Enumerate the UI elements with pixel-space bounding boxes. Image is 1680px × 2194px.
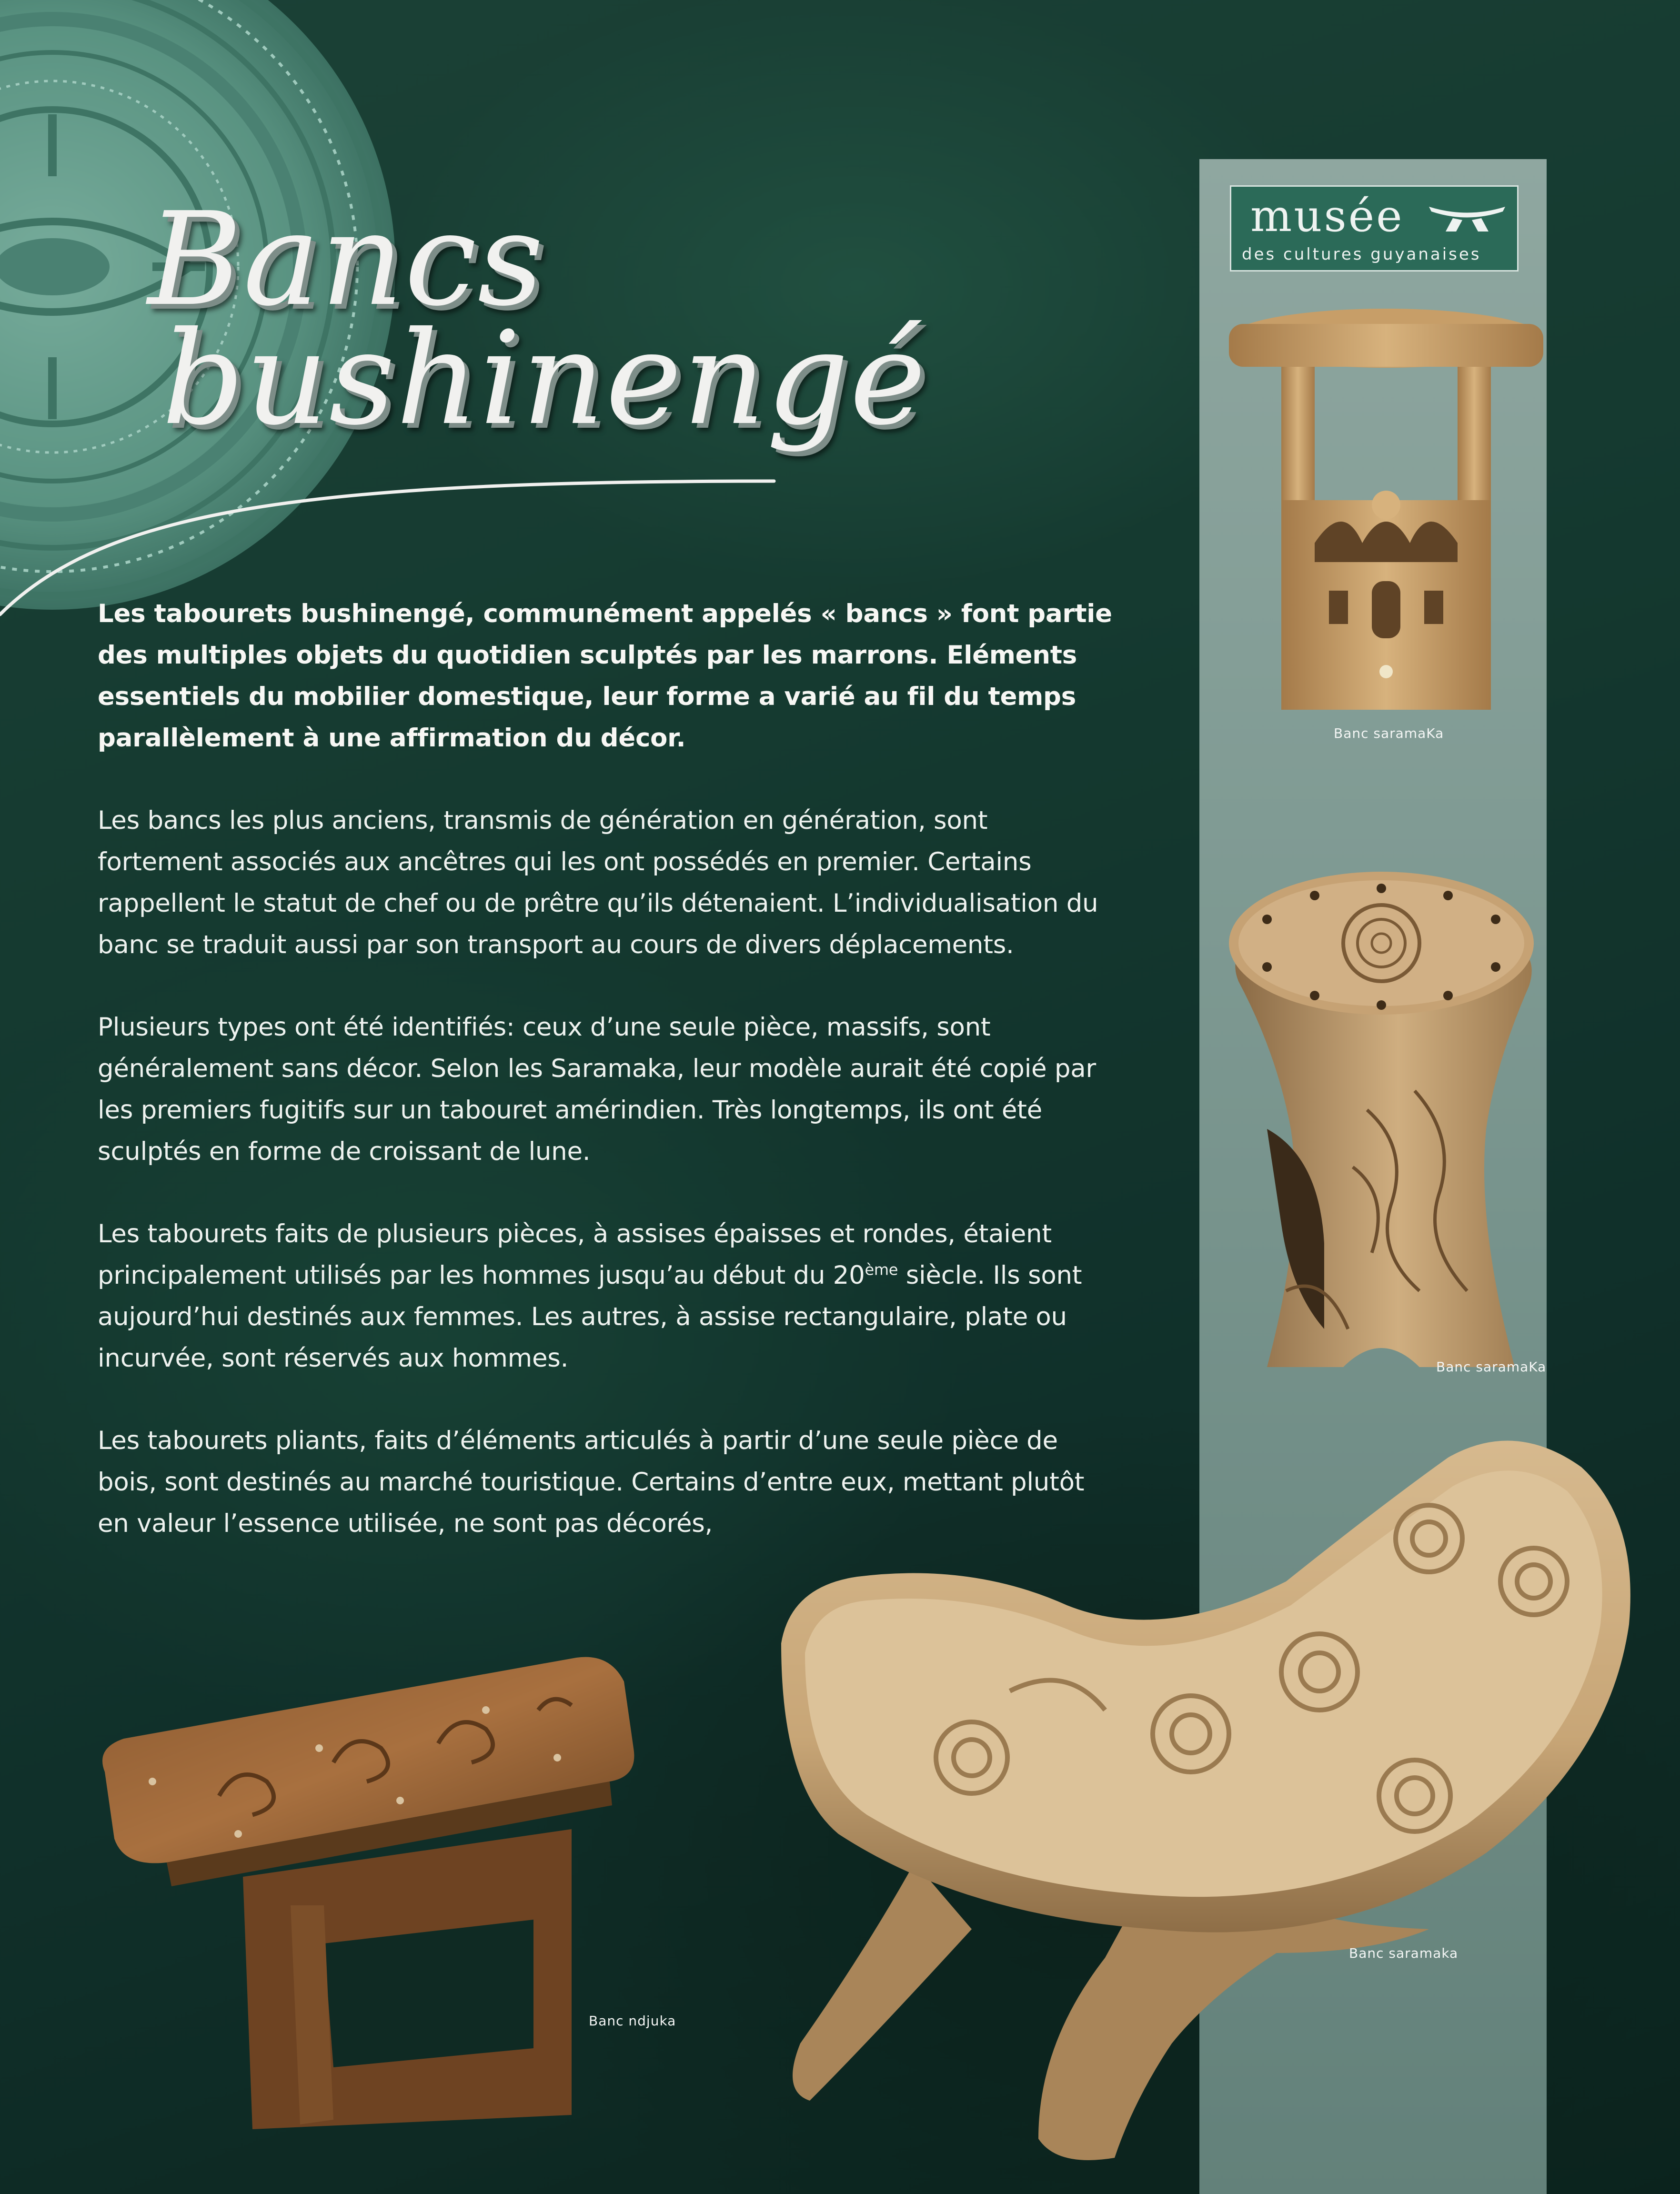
- caption-stool-1: Banc saramaKa: [1334, 725, 1444, 741]
- logo-wordmark: musée: [1250, 191, 1404, 242]
- stool-ndjuka-rectangular-image: [95, 1639, 705, 2129]
- paragraph-multi-piece-end: siècle. Ils sont aujourd’hui destinés aux femmes. Les autres, à assise rectangulaire, plate ou incurvée, sont réservés aux hommes.: [98, 1261, 1082, 1373]
- paragraph-ancient-bancs: Les bancs les plus anciens, transmis de génération en génération, sont fortement associés aux ancêtres qui les ont possédés en premier. Certains rappellent le statut de chef ou de prêtre qu’ils détenaient. L’individualisation du banc se traduit aussi par son transport au cours de divers déplacements.: [98, 806, 1098, 959]
- caption-stool-4: Banc ndjuka: [589, 2013, 676, 2029]
- paragraph-multi-piece-start: Les tabourets faits de plusieurs pièces, à assises épaisses et rondes, étaient principalement utilisés par les hommes jusqu’au début du 20: [98, 1219, 1052, 1290]
- caption-stool-3: Banc saramaka: [1349, 1945, 1459, 1961]
- paragraph-multi-piece: [98, 1213, 1112, 1379]
- paragraph-types: Plusieurs types ont été identifiés: ceux d’une seule pièce, massifs, sont généralement sans décor. Selon les Saramaka, leur modèle aurait été copié par les premiers fugitifs sur un tabouret amérindien. Très longtemps, ils ont été sculptés en forme de croissant de lune.: [98, 1013, 1096, 1166]
- century-superscript: ème: [865, 1260, 898, 1279]
- paragraph-folding: Les tabourets pliants, faits d’éléments articulés à partir d’une seule pièce de bois, sont destinés au marché touristique. Certains d’entre eux, mettant plutôt en valeur l’essence utilisée, ne sont pas décorés,: [98, 1426, 1085, 1538]
- intro-paragraph: Les tabourets bushinengé, communément appelés « bancs » font partie des multiples objets du quotidien sculptés par les marrons. Eléments essentiels du mobilier domestique, leur forme a varié au fil du temps parallèlement à une affirmation du décor.: [98, 599, 1112, 753]
- stool-saramaka-crescent-image: [772, 1424, 1639, 2167]
- caption-stool-2: Banc saramaKa: [1436, 1359, 1547, 1375]
- stool-saramaka-round-image: [1210, 862, 1553, 1381]
- title-line-1: Bancs: [148, 184, 545, 334]
- stool-saramaka-pillar-image: [1219, 295, 1553, 724]
- museum-logo: [1230, 185, 1519, 272]
- page-title: [138, 184, 927, 453]
- title-line-2: bushinengé: [162, 303, 927, 453]
- bench-icon: [1427, 197, 1508, 235]
- logo-subtitle: des cultures guyanaises: [1242, 245, 1481, 264]
